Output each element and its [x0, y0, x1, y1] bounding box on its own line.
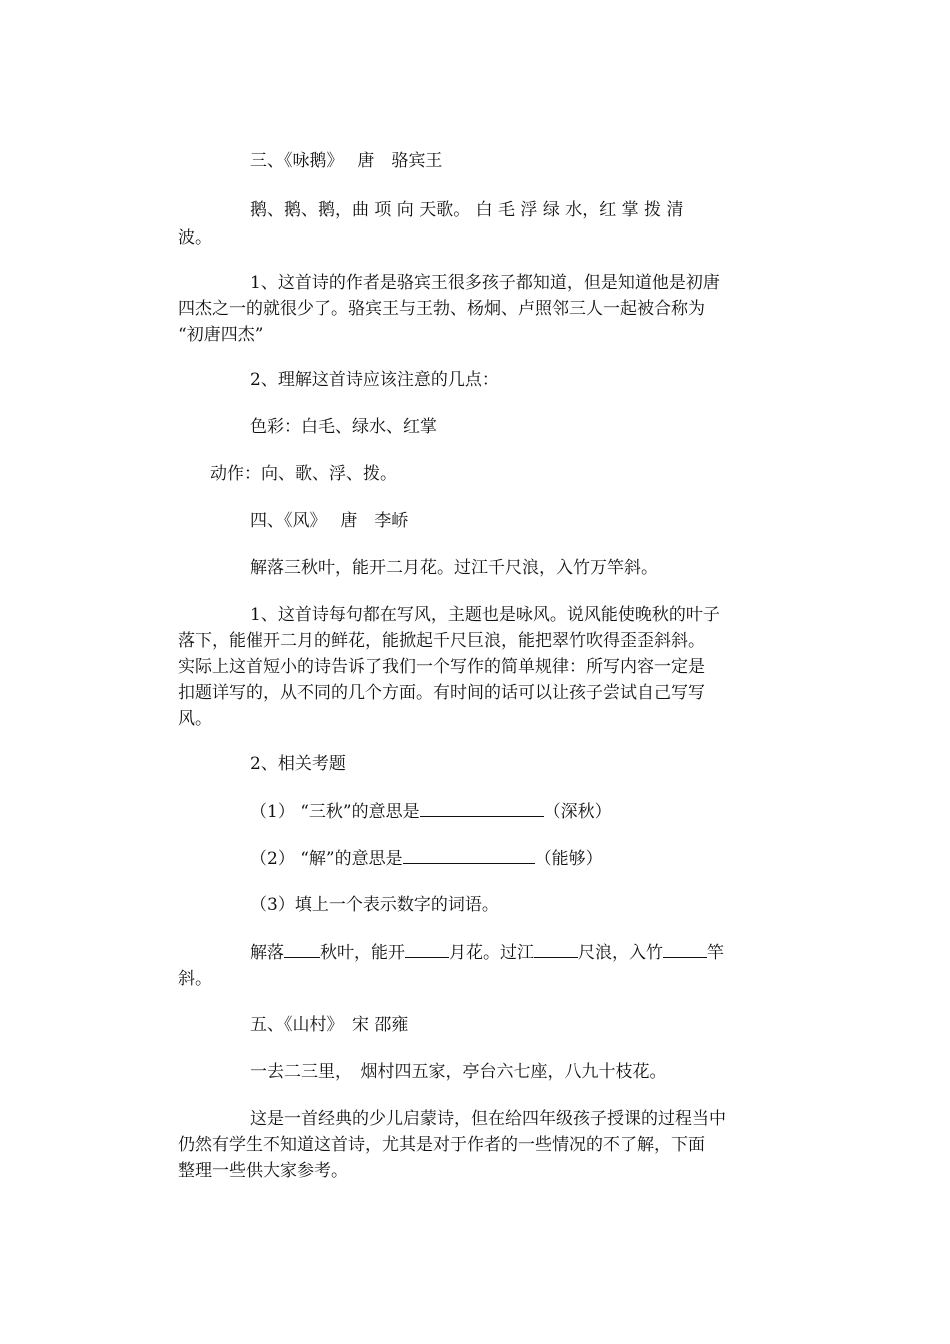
section-4-note-1-line-5: 风。	[178, 709, 212, 729]
section-3-note-2: 2、理解这首诗应该注意的几点：	[250, 370, 499, 390]
fill-part-b: 秋叶，能开	[320, 943, 405, 963]
section-3-note-1-line-3: “初唐四杰”	[178, 325, 264, 345]
question-1-blank	[420, 798, 544, 817]
fill-in-line-2: 斜。	[178, 969, 212, 989]
section-3-note-1-line-1: 1、这首诗的作者是骆宾王很多孩子都知道，但是知道他是初唐	[250, 273, 720, 293]
question-3: （3）填上一个表示数字的词语。	[250, 895, 499, 915]
fill-in-line-1	[250, 939, 846, 966]
section-3-color: 色彩：白毛、绿水、红掌	[250, 417, 437, 437]
fill-blank-4	[663, 939, 707, 958]
fill-part-d: 尺浪，入竹	[578, 943, 663, 963]
section-3-poem-line-1: 鹅、鹅、鹅，曲 项 向 天歌。 白 毛 浮 绿 水，红 掌 拨 清	[250, 200, 684, 220]
question-2	[250, 845, 846, 872]
section-4-note-1-line-2: 落下，能催开二月的鲜花，能掀起千尺巨浪，能把翠竹吹得歪歪斜斜。	[178, 631, 705, 651]
section-5-note-line-2: 仍然有学生不知道这首诗，尤其是对于作者的一些情况的不了解，下面	[178, 1135, 705, 1155]
fill-part-e: 竿	[707, 943, 724, 963]
section-5-note-line-1: 这是一首经典的少儿启蒙诗，但在给四年级孩子授课的过程当中	[250, 1109, 726, 1129]
fill-blank-2	[405, 939, 449, 958]
question-2-blank	[403, 845, 535, 864]
section-3-heading: 三、《咏鹅》 唐 骆宾王	[250, 151, 443, 171]
question-2-answer: （能够）	[534, 849, 603, 869]
question-2-prefix: （2） “解”的意思是	[250, 849, 403, 869]
section-3-note-1-line-2: 四杰之一的就很少了。骆宾王与王勃、杨炯、卢照邻三人一起被合称为	[178, 299, 705, 319]
section-5-poem: 一去二三里， 烟村四五家，亭台六七座，八九十枝花。	[250, 1062, 667, 1082]
fill-blank-1	[284, 939, 320, 958]
question-1-answer: （深秋）	[543, 802, 612, 822]
fill-blank-3	[534, 939, 578, 958]
question-1-prefix: （1） “三秋”的意思是	[250, 802, 420, 822]
section-5-heading: 五、《山村》 宋 邵雍	[250, 1015, 409, 1035]
section-4-note-1-line-4: 扣题详写的，从不同的几个方面。有时间的话可以让孩子尝试自己写写	[178, 683, 705, 703]
section-3-poem-line-2: 波。	[178, 228, 212, 248]
question-1	[250, 798, 846, 825]
section-4-note-1-line-3: 实际上这首短小的诗告诉了我们一个写作的简单规律：所写内容一定是	[178, 657, 705, 677]
section-4-heading: 四、《风》 唐 李峤	[250, 511, 409, 531]
fill-part-a: 解落	[250, 943, 284, 963]
section-4-note-2: 2、相关考题	[250, 754, 346, 774]
fill-part-c: 月花。过江	[449, 943, 534, 963]
section-5-note-line-3: 整理一些供大家参考。	[178, 1161, 348, 1181]
section-3-action: 动作：向、歌、浮、拨。	[210, 464, 397, 484]
section-4-poem: 解落三秋叶，能开二月花。过江千尺浪，入竹万竿斜。	[250, 558, 658, 578]
section-4-note-1-line-1: 1、这首诗每句都在写风，主题也是咏风。说风能使晚秋的叶子	[250, 605, 720, 625]
